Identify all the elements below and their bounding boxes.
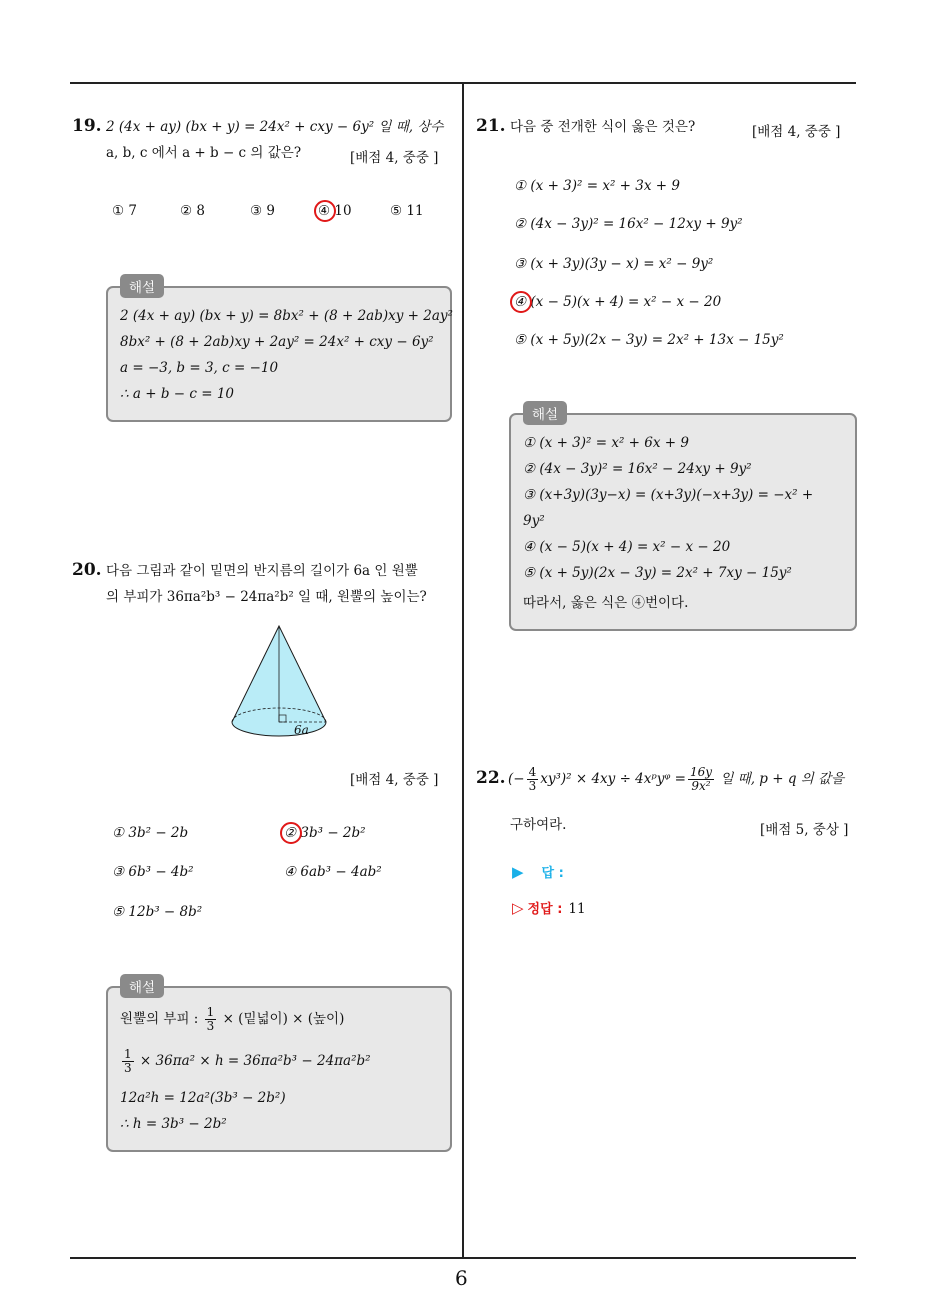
q20-text-line2: 의 부피가 36πa²b³ − 24πa²b² 일 때, 원뿔의 높이는?	[106, 589, 427, 605]
q21-solution-line1: ① (x + 3)² = x² + 6x + 9	[523, 435, 689, 451]
fraction-denominator: 9x²	[691, 779, 711, 793]
q20-solution-box	[106, 980, 452, 1152]
q20-selected-mark	[280, 822, 302, 844]
cone-radius-label: 6a	[294, 723, 309, 737]
q21-solution-line3: ③ (x+3y)(3y−x) = (x+3y)(−x+3y) = −x² +	[523, 487, 814, 503]
q21-solution-box	[509, 407, 857, 631]
play-icon: ▶	[512, 863, 524, 881]
q19-text-line1: 2 (4x + ay) (bx + y) = 24x² + cxy − 6y² 일 때, 상수	[106, 119, 444, 135]
correct-value: 11	[568, 901, 586, 917]
q22-correct-row	[512, 898, 586, 917]
q20-solution-fraction-b	[122, 1048, 134, 1075]
q19-choice-2[interactable]: ② 8	[180, 203, 205, 219]
fraction-denominator: 3	[528, 779, 537, 793]
q20-solution-line1	[120, 1006, 344, 1033]
q19-text-line2: a, b, c 에서 a + b − c 의 값은?	[106, 145, 302, 161]
outline-play-icon: ▷	[512, 899, 524, 917]
q20-choice-4[interactable]: ④ 6ab³ − 4ab²	[284, 864, 382, 880]
q21-choice-5[interactable]: ⑤ (x + 5y)(2x − 3y) = 2x² + 13x − 15y²	[514, 332, 784, 348]
cone-figure	[226, 622, 338, 746]
q20-solution-fraction-a	[205, 1006, 217, 1033]
q22-fraction-2	[688, 766, 714, 793]
q21-solution-line2: ② (4x − 3y)² = 16x² − 24xy + 9y²	[523, 461, 752, 477]
q19-solution-line2: 8bx² + (8 + 2ab)xy + 2ay² = 24x² + cxy − 6y²	[120, 334, 434, 350]
q21-choice-1[interactable]: ① (x + 3)² = x² + 3x + 9	[514, 178, 680, 194]
q19-solution-line3: a = −3, b = 3, c = −10	[120, 360, 279, 376]
q21-choice-3[interactable]: ③ (x + 3y)(3y − x) = x² − 9y²	[514, 256, 714, 272]
q22-expr-post: 일 때, p + q 의 값을	[716, 771, 845, 787]
q21-choice-4[interactable]: ④ (x − 5)(x + 4) = x² − x − 20	[514, 294, 722, 310]
page-number: 6	[455, 1266, 468, 1290]
fraction-numerator: 1	[124, 1047, 132, 1061]
q22-answer-row	[512, 862, 564, 881]
q21-solution-line7: 따라서, 옳은 식은 ④번이다.	[523, 595, 689, 611]
q19-choice-3[interactable]: ③ 9	[250, 203, 275, 219]
fraction-denominator: 3	[124, 1061, 132, 1075]
q21-solution-tag: 해설	[523, 401, 567, 425]
correct-label: 정답 :	[527, 902, 563, 917]
q20-solution-line2	[120, 1048, 371, 1075]
q19-solution-line1: 2 (4x + ay) (bx + y) = 8bx² + (8 + 2ab)xy + 2ay²	[120, 308, 453, 324]
q21-selected-mark	[510, 291, 532, 313]
q21-solution-line6: ⑤ (x + 5y)(2x − 3y) = 2x² + 7xy − 15y²	[523, 565, 792, 581]
q22-text-line1	[508, 766, 844, 793]
column-divider	[462, 84, 464, 1258]
q19-meta: [배점 4, 중중 ]	[350, 150, 439, 166]
q22-text-line2: 구하여라.	[510, 817, 567, 833]
fraction-numerator: 16y	[689, 765, 713, 779]
answer-label: 답 :	[541, 866, 564, 881]
q19-choice-5[interactable]: ⑤ 11	[390, 203, 424, 219]
q21-text-line1: 다음 중 전개한 식이 옳은 것은?	[510, 119, 696, 135]
q19-solution-tag: 해설	[120, 274, 164, 298]
q20-number: 20.	[72, 560, 102, 580]
q21-choice-2[interactable]: ② (4x − 3y)² = 16x² − 12xy + 9y²	[514, 216, 743, 232]
q20-solution-line1-label: 원뿔의 부피 :	[120, 1011, 203, 1027]
q21-solution-line4: 9y²	[523, 513, 545, 529]
q19-choice-1[interactable]: ① 7	[112, 203, 137, 219]
q20-solution-line4: ∴ h = 3b³ − 2b²	[120, 1116, 227, 1132]
q22-expr-mid: xy³)² × 4xy ÷ 4xᵖyᵠ =	[540, 771, 686, 787]
q19-selected-mark	[314, 200, 336, 222]
q19-choice-4[interactable]: ④ 10	[318, 203, 352, 219]
q22-fraction-1	[527, 766, 539, 793]
q19-solution-line4: ∴ a + b − c = 10	[120, 386, 234, 402]
q22-expr-pre: (−	[508, 771, 525, 787]
q20-meta: [배점 4, 중중 ]	[350, 772, 439, 788]
fraction-denominator: 3	[206, 1019, 215, 1033]
q20-choice-2[interactable]: ② 3b³ − 2b²	[284, 825, 366, 841]
q20-solution-line2-rest: × 36πa² × h = 36πa²b³ − 24πa²b²	[135, 1053, 371, 1069]
q20-solution-line3: 12a²h = 12a²(3b³ − 2b²)	[120, 1090, 286, 1106]
fraction-numerator: 1	[206, 1005, 215, 1019]
q19-number: 19.	[72, 116, 102, 136]
q20-solution-tag: 해설	[120, 974, 164, 998]
fraction-numerator: 4	[528, 765, 537, 779]
q20-choice-3[interactable]: ③ 6b³ − 4b²	[112, 864, 194, 880]
bottom-rule	[70, 1257, 856, 1259]
q21-meta: [배점 4, 중중 ]	[752, 124, 841, 140]
q20-choice-1[interactable]: ① 3b² − 2b	[112, 825, 189, 841]
q22-meta: [배점 5, 중상 ]	[760, 822, 849, 838]
q20-text-line1: 다음 그림과 같이 밑면의 반지름의 길이가 6a 인 원뿔	[106, 563, 418, 579]
q21-number: 21.	[476, 116, 506, 136]
q20-solution-line1-rest: × (밑넓이) × (높이)	[218, 1011, 345, 1027]
q22-number: 22.	[476, 768, 506, 788]
q21-solution-line5: ④ (x − 5)(x + 4) = x² − x − 20	[523, 539, 731, 555]
q20-choice-5[interactable]: ⑤ 12b³ − 8b²	[112, 904, 203, 920]
q19-solution-box	[106, 280, 453, 422]
